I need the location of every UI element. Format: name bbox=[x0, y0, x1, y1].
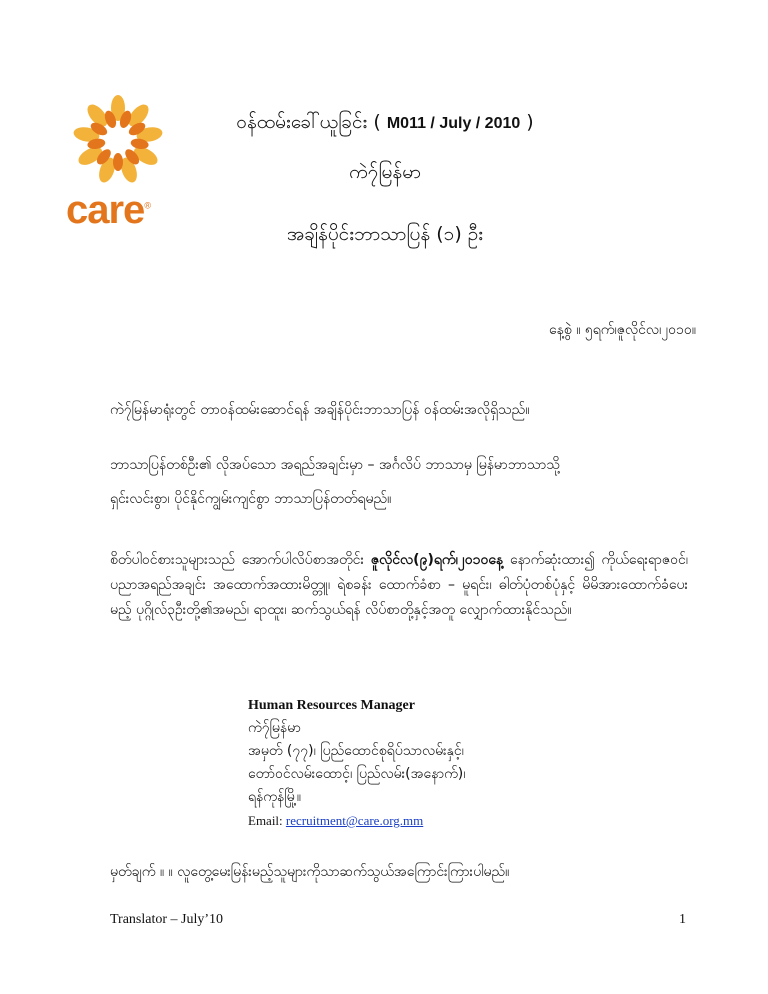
vacancy-code: M011 / July / 2010 bbox=[386, 115, 521, 132]
email-line bbox=[248, 809, 465, 833]
application-text-b: နောက်ဆုံးထား၍ ကိုယ်ရေးရာဇဝင်၊ ပညာအရည်အချင်း အထောက်အထားမိတ္တူ၊ ရဲစခန်း ထောက်ခံစာ – မူရင်း၊ ဓါတ်ပုံတစ်ပုံနှင့် မိမိအားထောက်ခံပေးမည့် ပုဂ္ဂိုလ်၃ဦးတို့၏အမည်၊ ရာထူး၊ ဆက်သွယ်ရန် လိပ်စာတို့နှင့်အတူ လျှောက်ထားနိုင်သည်။ bbox=[110, 552, 689, 618]
intro-paragraph: ကဲ၇်မြန်မာရုံးတွင် တာဝန်ထမ်းဆောင်ရန် အချိန်ပိုင်းဘာသာပြန် ဝန်ထမ်းအလိုရှိသည်။ bbox=[110, 402, 530, 418]
page-number: 1 bbox=[679, 912, 686, 927]
vacancy-title bbox=[140, 110, 630, 138]
address-line-3: တော်ဝင်လမ်းထောင့်၊ ပြည်လမ်း(အနောက်)၊ bbox=[248, 766, 466, 782]
address-line-1: ကဲ၇်မြန်မာ bbox=[248, 720, 301, 736]
registered-mark: ® bbox=[144, 200, 150, 211]
note-text: မှတ်ချက် ။ ။ လူတွေ့မေးမြန်းမည့်သူများကိုသာဆက်သွယ်အကြောင်းကြားပါမည်။ bbox=[110, 864, 510, 880]
address-line-4: ရန်ကုန်မြို့။ bbox=[248, 789, 301, 805]
footer-label: Translator – July’10 bbox=[110, 912, 224, 927]
position-title: အချိန်ပိုင်းဘာသာပြန် (၁) ဦး bbox=[286, 223, 484, 245]
email-label: Email: bbox=[248, 813, 286, 828]
document-date: နေ့စွဲ ။ ၅ရက်၊ဇူလိုင်လ၊၂၀၁၀။ bbox=[549, 322, 696, 338]
requirements-paragraph bbox=[110, 448, 670, 516]
address-line-2: အမှတ် (၇၇)၊ ပြည်ထောင်စုရိပ်သာလမ်းနှင့်၊ bbox=[248, 743, 464, 759]
requirements-line-2: ရှင်းလင်းစွာ၊ ပိုင်နိုင်ကျွမ်းကျင်စွာ ဘာသာပြန်တတ်ရမည်။ bbox=[110, 491, 392, 507]
contact-address bbox=[248, 694, 465, 833]
vacancy-title-prefix: ဝန်ထမ်းခေါ်ယူခြင်း ( bbox=[236, 111, 387, 133]
organization-name: ကဲ၇်မြန်မာ bbox=[349, 161, 421, 183]
hr-manager-title: Human Resources Manager bbox=[248, 698, 415, 713]
requirements-line-1: ဘာသာပြန်တစ်ဦး၏ လိုအပ်သော အရည်အချင်းမှာ – အင်္ဂလိပ် ဘာသာမှ မြန်မာဘာသာသို့ bbox=[110, 457, 560, 473]
application-deadline: ဇူလိုင်လ(၉)ရက်၊၂၀၁၀နေ့ bbox=[370, 552, 504, 568]
application-text-a: စိတ်ပါဝင်စားသူများသည် အောက်ပါလိပ်စာအတိုင်း bbox=[110, 552, 371, 568]
vacancy-title-suffix: ) bbox=[520, 111, 534, 133]
care-logo-text: care bbox=[66, 188, 145, 232]
email-link[interactable]: recruitment@care.org.mm bbox=[285, 813, 424, 828]
application-paragraph bbox=[110, 548, 688, 623]
